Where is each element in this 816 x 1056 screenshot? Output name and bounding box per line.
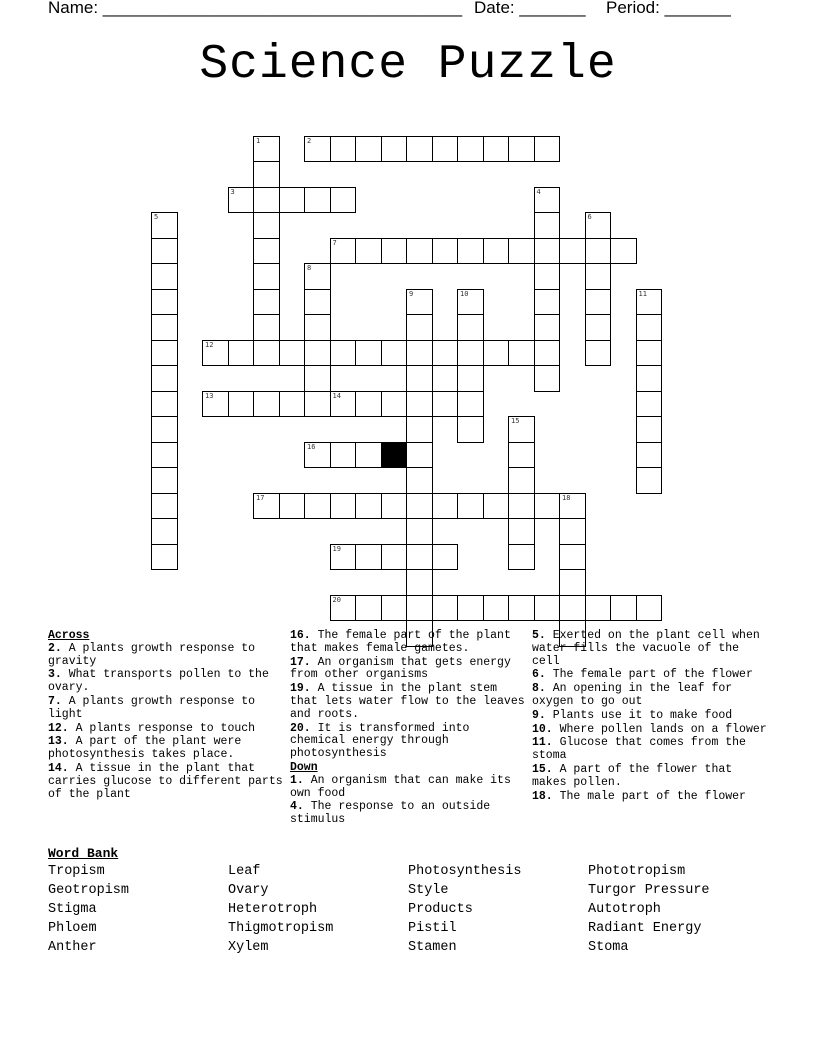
clue-number: 19: [332, 544, 341, 553]
crossword-cell[interactable]: [457, 340, 484, 367]
crossword-cell[interactable]: [508, 136, 535, 163]
clue-item-text: A tissue in the plant stem that lets water flow to the leaves and roots.: [290, 682, 525, 721]
crossword-cell[interactable]: [330, 442, 357, 469]
crossword-cell[interactable]: [559, 493, 586, 520]
crossword-cell[interactable]: [534, 263, 561, 290]
crossword-cell[interactable]: [406, 544, 433, 571]
crossword-cell[interactable]: [304, 187, 331, 214]
clue-item-number: 18.: [532, 789, 553, 803]
crossword-cell[interactable]: [304, 365, 331, 392]
clue-item-number: 12.: [48, 721, 69, 735]
crossword-cell[interactable]: [508, 467, 535, 494]
clue-column-1: [48, 630, 284, 802]
crossword-cell[interactable]: [636, 442, 663, 469]
clue-section-heading: Down: [290, 760, 318, 774]
clue-item-text: A part of the plant were photosynthesis takes place.: [48, 735, 242, 762]
crossword-cell[interactable]: [381, 595, 408, 622]
date-field: Date: _______: [474, 0, 586, 17]
clue-item-text: The female part of the plant that makes female gametes.: [290, 629, 511, 655]
crossword-cell[interactable]: [483, 493, 510, 520]
period-field: Period: _______: [606, 0, 731, 17]
word-bank-word: Phloem: [48, 921, 97, 936]
crossword-cell[interactable]: [355, 595, 382, 622]
word-bank-word: Pistil: [408, 921, 457, 936]
clue-item-number: 5.: [532, 629, 546, 642]
crossword-cell[interactable]: [508, 442, 535, 469]
word-bank-word: Radiant Energy: [588, 921, 702, 936]
clue-number: 2: [307, 136, 312, 145]
clue-item-number: 1.: [290, 773, 304, 787]
crossword-cell[interactable]: [330, 238, 357, 265]
name-field: Name: ______________________________________: [48, 0, 463, 17]
clue-item-number: 11.: [532, 736, 553, 750]
crossword-cell[interactable]: [508, 493, 535, 520]
crossword-cell[interactable]: [279, 493, 306, 520]
crossword-cell[interactable]: [355, 544, 382, 571]
clue-item: [48, 696, 284, 722]
crossword-cell[interactable]: [279, 187, 306, 214]
crossword-cell[interactable]: [253, 161, 280, 188]
clue-item: [532, 791, 768, 804]
crossword-cell[interactable]: [483, 595, 510, 622]
crossword-cell[interactable]: [304, 314, 331, 341]
word-bank-word: Autotroph: [588, 902, 661, 917]
crossword-cell[interactable]: [151, 518, 178, 545]
crossword-cell[interactable]: [406, 289, 433, 316]
word-bank-word: Stoma: [588, 940, 629, 955]
crossword-cell[interactable]: [330, 391, 357, 418]
crossword-cell[interactable]: [534, 365, 561, 392]
crossword-cell[interactable]: [534, 340, 561, 367]
crossword-cell[interactable]: [151, 467, 178, 494]
crossword-cell[interactable]: [585, 263, 612, 290]
crossword-cell[interactable]: [330, 595, 357, 622]
crossword-cell[interactable]: [228, 340, 255, 367]
crossword-cell[interactable]: [355, 442, 382, 469]
crossword-cell[interactable]: [457, 238, 484, 265]
clue-item: [290, 657, 526, 683]
clue-item: [532, 710, 768, 723]
crossword-cell[interactable]: [508, 518, 535, 545]
clue-item-text: The female part of the flower: [552, 668, 753, 682]
word-bank-word: Ovary: [228, 883, 269, 898]
clue-item-number: 13.: [48, 735, 69, 749]
clue-item-number: 2.: [48, 641, 62, 655]
crossword-cell[interactable]: [508, 340, 535, 367]
clue-item-number: 10.: [532, 722, 553, 736]
crossword-cell[interactable]: [406, 416, 433, 443]
clue-number: 13: [205, 391, 214, 400]
word-bank-word: Stigma: [48, 902, 97, 917]
clue-number: 9: [409, 289, 414, 298]
clue-item: [48, 669, 284, 695]
crossword-cell[interactable]: [381, 340, 408, 367]
crossword-cell[interactable]: [457, 289, 484, 316]
crossword-cell[interactable]: [636, 365, 663, 392]
clue-item-text: It is transformed into chemical energy through photosynthesis: [290, 721, 470, 761]
word-bank-word: Phototropism: [588, 864, 686, 879]
crossword-cell[interactable]: [304, 136, 331, 163]
crossword-cell[interactable]: [355, 340, 382, 367]
clue-section-heading: Across: [48, 629, 90, 642]
crossword-cell[interactable]: [330, 136, 357, 163]
clue-number: 6: [587, 213, 592, 221]
crossword-cell[interactable]: [432, 136, 459, 163]
crossword-cell[interactable]: [406, 442, 433, 469]
clue-item: [290, 683, 526, 721]
clue-item: [290, 630, 526, 656]
crossword-cell[interactable]: [585, 238, 612, 265]
clue-number: 11: [638, 289, 647, 298]
word-bank-word: Anther: [48, 940, 97, 955]
crossword-cell[interactable]: [151, 442, 178, 469]
crossword-cell[interactable]: [636, 340, 663, 367]
clue-number: 16: [307, 442, 316, 451]
crossword-cell[interactable]: [636, 467, 663, 494]
crossword-cell[interactable]: [253, 493, 280, 520]
crossword-cell[interactable]: [381, 544, 408, 571]
clue-item: [532, 764, 768, 790]
crossword-cell[interactable]: [253, 314, 280, 341]
crossword-cell[interactable]: [457, 365, 484, 392]
crossword-cell[interactable]: [304, 493, 331, 520]
crossword-cell[interactable]: [151, 340, 178, 367]
clue-item: [290, 801, 526, 827]
clue-item: [532, 630, 768, 668]
word-bank-heading: Word Bank: [48, 846, 119, 861]
crossword-cell[interactable]: [330, 187, 357, 214]
clue-item: [532, 669, 768, 682]
crossword-cell[interactable]: [432, 340, 459, 367]
word-bank-word: Tropism: [48, 864, 105, 879]
clue-item-text: Where pollen lands on a flower: [559, 722, 767, 736]
word-bank-word: Photosynthesis: [408, 864, 522, 879]
clue-number: 15: [511, 417, 520, 425]
clue-item-number: 17.: [290, 655, 311, 669]
crossword-cell[interactable]: [330, 544, 357, 571]
clue-item-text: A plants response to touch: [75, 721, 256, 735]
crossword-cell[interactable]: [508, 544, 535, 571]
crossword-cell[interactable]: [534, 595, 561, 622]
crossword-cell[interactable]: [406, 314, 433, 341]
clue-item-text: An organism that gets energy from other organisms: [290, 655, 511, 682]
crossword-cell[interactable]: [279, 391, 306, 418]
crossword-cell[interactable]: [636, 289, 663, 316]
word-bank-word: Products: [408, 902, 473, 917]
crossword-cell[interactable]: [406, 136, 433, 163]
crossword-cell[interactable]: [304, 263, 331, 290]
crossword-cell[interactable]: [636, 391, 663, 418]
clue-item-number: 20.: [290, 721, 311, 735]
crossword-cell[interactable]: [151, 263, 178, 290]
clue-item: [290, 723, 526, 761]
crossword-cell[interactable]: [355, 391, 382, 418]
crossword-cell[interactable]: [585, 314, 612, 341]
crossword-cell[interactable]: [559, 238, 586, 265]
crossword-cell[interactable]: [304, 442, 331, 469]
crossword-cell[interactable]: [508, 238, 535, 265]
crossword-cell[interactable]: [610, 595, 637, 622]
crossword-cell[interactable]: [432, 238, 459, 265]
crossword-cell[interactable]: [508, 416, 535, 443]
crossword-cell[interactable]: [304, 289, 331, 316]
crossword-cell[interactable]: [381, 391, 408, 418]
word-bank-word: Thigmotropism: [228, 921, 334, 936]
crossword-cell[interactable]: [253, 340, 280, 367]
clue-item-text: What transports pollen to the ovary.: [48, 668, 269, 695]
crossword-cell[interactable]: [585, 212, 612, 239]
crossword-cell[interactable]: [253, 212, 280, 239]
clue-item-text: A part of the flower that makes pollen.: [532, 762, 733, 789]
crossword-cell[interactable]: [534, 493, 561, 520]
clue-item-number: 6.: [532, 668, 546, 682]
crossword-cell[interactable]: [355, 238, 382, 265]
crossword-cell[interactable]: [406, 391, 433, 418]
crossword-cell[interactable]: [355, 136, 382, 163]
crossword-cell[interactable]: [406, 365, 433, 392]
clue-item-text: A plants growth response to light: [48, 694, 256, 721]
crossword-cell[interactable]: [559, 569, 586, 596]
clue-item-text: Plants use it to make food: [552, 708, 733, 722]
crossword-cell[interactable]: [381, 493, 408, 520]
crossword-cell[interactable]: [483, 340, 510, 367]
crossword-black-cell: [381, 442, 408, 469]
crossword-cell[interactable]: [483, 136, 510, 163]
crossword-cell[interactable]: [534, 212, 561, 239]
crossword-cell[interactable]: [228, 391, 255, 418]
clue-item-number: 19.: [290, 682, 311, 696]
clue-number: 14: [332, 391, 341, 400]
crossword-cell[interactable]: [151, 314, 178, 341]
clue-number: 20: [332, 595, 341, 604]
word-bank-word: Stamen: [408, 940, 457, 955]
word-bank-word: Heterotroph: [228, 902, 318, 917]
crossword-cell[interactable]: [330, 493, 357, 520]
crossword-cell[interactable]: [483, 238, 510, 265]
clue-item: [290, 775, 526, 801]
clue-number: 7: [332, 238, 337, 247]
clue-item-text: The response to an outside stimulus: [290, 800, 491, 827]
crossword-cell[interactable]: [585, 289, 612, 316]
crossword-cell[interactable]: [432, 544, 459, 571]
crossword-cell[interactable]: [355, 493, 382, 520]
word-bank-word: Leaf: [228, 864, 261, 879]
clue-number: 1: [256, 136, 261, 145]
crossword-cell[interactable]: [381, 136, 408, 163]
word-bank-word: Style: [408, 883, 449, 898]
crossword-cell[interactable]: [304, 391, 331, 418]
crossword-cell[interactable]: [636, 314, 663, 341]
crossword-cell[interactable]: [151, 238, 178, 265]
crossword-cell[interactable]: [406, 569, 433, 596]
clue-item: [48, 763, 284, 801]
crossword-cell[interactable]: [636, 416, 663, 443]
clue-number: 17: [256, 493, 265, 502]
clue-item-number: 3.: [48, 668, 62, 682]
clue-item-number: 4.: [290, 800, 304, 814]
clue-number: 12: [205, 340, 214, 349]
crossword-cell[interactable]: [457, 493, 484, 520]
clue-item-text: Glucose that comes from the stoma: [532, 736, 746, 763]
clue-item-text: An organism that can make its own food: [290, 773, 511, 800]
clue-number: 8: [307, 264, 312, 272]
crossword-cell[interactable]: [432, 595, 459, 622]
crossword-cell[interactable]: [406, 340, 433, 367]
word-bank-word: Turgor Pressure: [588, 883, 710, 898]
clue-item-text: An opening in the leaf for oxygen to go out: [532, 682, 733, 708]
clue-item-text: A plants growth response to gravity: [48, 641, 256, 668]
clue-item-text: Exerted on the plant cell when water fills the vacuole of the cell: [532, 629, 760, 668]
crossword-cell[interactable]: [457, 136, 484, 163]
crossword-cell[interactable]: [202, 391, 229, 418]
clue-item-number: 9.: [532, 708, 546, 722]
crossword-cell[interactable]: [151, 212, 178, 239]
crossword-cell[interactable]: [151, 365, 178, 392]
crossword-cell[interactable]: [253, 263, 280, 290]
crossword-cell[interactable]: [610, 238, 637, 265]
crossword-cell[interactable]: [253, 238, 280, 265]
crossword-cell[interactable]: [636, 595, 663, 622]
crossword-cell[interactable]: [151, 544, 178, 571]
crossword-cell[interactable]: [151, 493, 178, 520]
clue-item: [48, 643, 284, 669]
crossword-cell[interactable]: [381, 238, 408, 265]
crossword-cell[interactable]: [406, 595, 433, 622]
crossword-cell[interactable]: [330, 340, 357, 367]
clue-number: 5: [154, 213, 159, 221]
crossword-cell[interactable]: [559, 518, 586, 545]
crossword-cell[interactable]: [151, 416, 178, 443]
clue-number: 18: [562, 493, 571, 502]
clue-item-number: 7.: [48, 694, 62, 708]
crossword-cell[interactable]: [253, 289, 280, 316]
crossword-cell[interactable]: [534, 289, 561, 316]
crossword-cell[interactable]: [534, 136, 561, 163]
crossword-cell[interactable]: [228, 187, 255, 214]
crossword-cell[interactable]: [279, 340, 306, 367]
crossword-cell[interactable]: [253, 391, 280, 418]
crossword-cell[interactable]: [585, 340, 612, 367]
crossword-cell[interactable]: [406, 518, 433, 545]
word-bank-word: Geotropism: [48, 883, 130, 898]
clue-number: 3: [230, 187, 235, 196]
crossword-cell[interactable]: [202, 340, 229, 367]
clue-column-3: [532, 630, 768, 804]
crossword-cell[interactable]: [432, 493, 459, 520]
clue-item: [48, 736, 284, 762]
crossword-cell[interactable]: [432, 391, 459, 418]
clue-number: 4: [536, 187, 541, 196]
crossword-cell[interactable]: [253, 136, 280, 163]
clue-item-number: 16.: [290, 629, 311, 642]
crossword-cell[interactable]: [534, 187, 561, 214]
crossword-cell[interactable]: [457, 314, 484, 341]
crossword-cell[interactable]: [253, 187, 280, 214]
crossword-cell[interactable]: [457, 391, 484, 418]
clue-item-text: The male part of the flower: [559, 789, 746, 803]
crossword-cell[interactable]: [457, 416, 484, 443]
crossword-cell[interactable]: [457, 595, 484, 622]
clue-item-number: 8.: [532, 682, 546, 696]
crossword-cell[interactable]: [559, 595, 586, 622]
crossword-cell[interactable]: [585, 595, 612, 622]
clue-item: [48, 723, 284, 736]
clue-column-2: [290, 630, 526, 828]
clue-number: 10: [460, 289, 469, 298]
crossword-cell[interactable]: [151, 289, 178, 316]
clue-item: [532, 724, 768, 737]
crossword-cell[interactable]: [406, 238, 433, 265]
page-title: Science Puzzle: [199, 38, 617, 92]
clue-item-text: A tissue in the plant that carries glucose to different parts of the plant: [48, 761, 283, 801]
word-bank-word: Xylem: [228, 940, 269, 955]
crossword-cell[interactable]: [534, 314, 561, 341]
crossword-cell[interactable]: [406, 493, 433, 520]
clue-item-number: 15.: [532, 762, 553, 776]
crossword-cell[interactable]: [406, 467, 433, 494]
crossword-cell[interactable]: [304, 340, 331, 367]
crossword-cell[interactable]: [559, 544, 586, 571]
clue-item: [532, 683, 768, 709]
crossword-cell[interactable]: [151, 391, 178, 418]
clue-item: [532, 737, 768, 763]
crossword-cell[interactable]: [534, 238, 561, 265]
crossword-cell[interactable]: [508, 595, 535, 622]
clue-item-number: 14.: [48, 761, 69, 775]
